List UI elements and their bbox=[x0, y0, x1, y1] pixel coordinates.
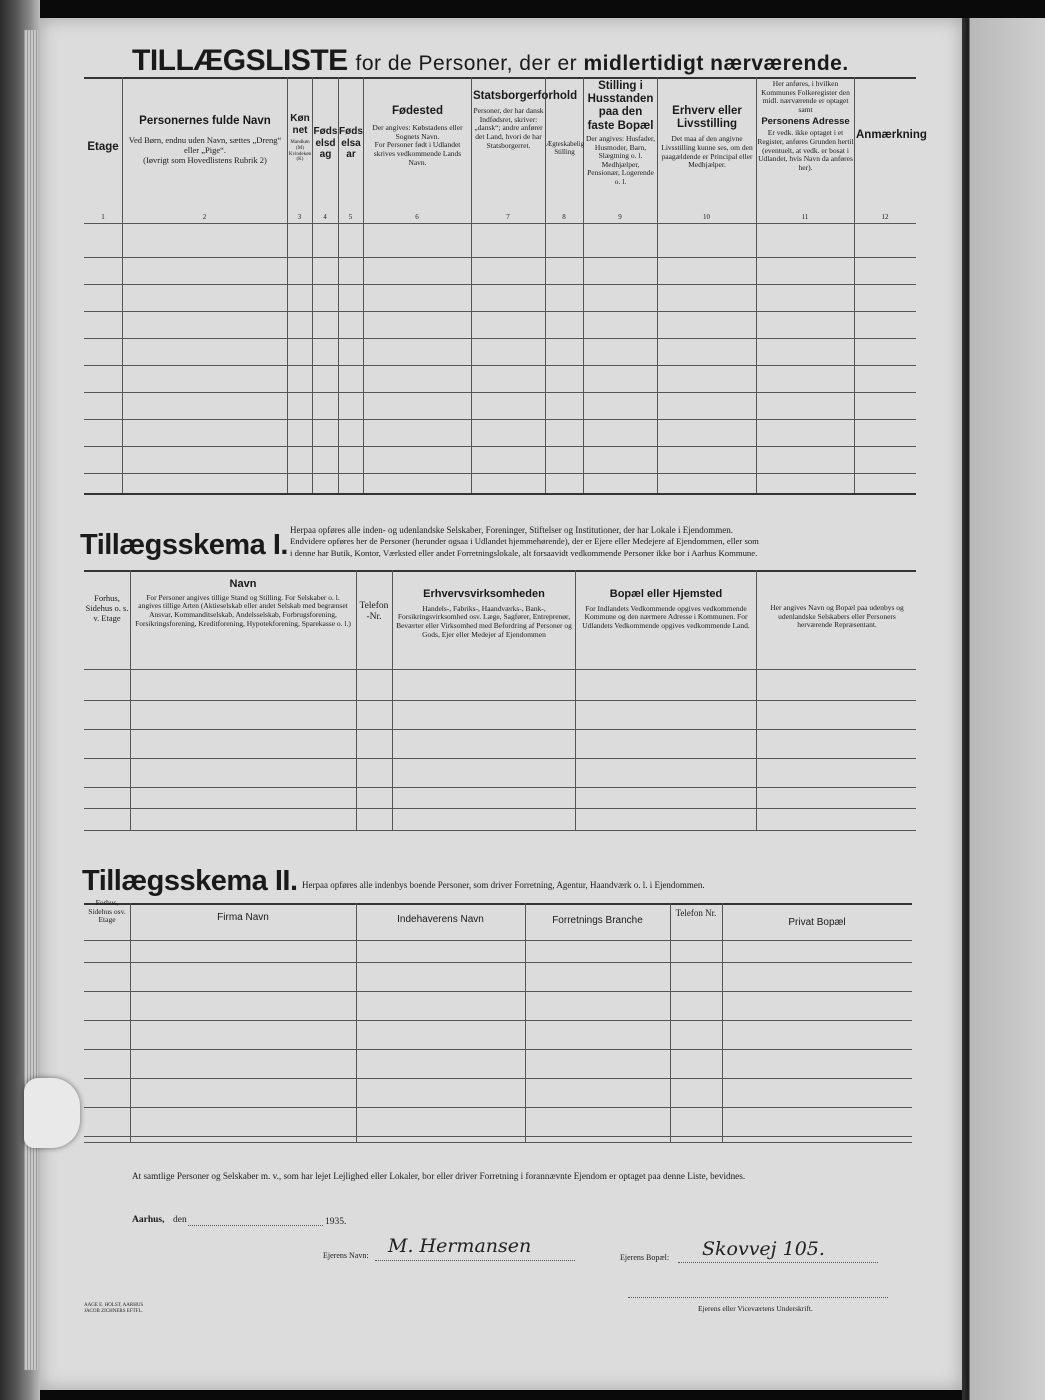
col-birthday-header: Fødselsdag bbox=[313, 126, 338, 160]
owner-address-handwriting: Skovvej 105. bbox=[702, 1238, 825, 1260]
page-title bbox=[132, 44, 849, 78]
skema2-intro: Herpaa opføres alle indenbys boende Personer, som driver Forretning, Agentur, Haandværk o. l. i Ejendommen. bbox=[302, 880, 705, 890]
title-rest-bold: midlertidigt nærværende. bbox=[583, 52, 849, 75]
skema1-intro-line2: Endvidere opføres her de Personer (herunder ogsaa i Udlandet hjemmehørende), der er Ejere eller Medejere af Ejendommen, eller som bbox=[290, 536, 759, 547]
col-name-sub: Ved Børn, endnu uden Navn, sættes „Dreng“ eller „Pige“. (Iøvrigt som Hovedlistens Rubrik 2) bbox=[128, 135, 282, 165]
col-num: 3 bbox=[297, 213, 302, 221]
col-occupation-sub: Det maa af den angivne Livsstilling kunne ses, om den paagældende er Principal eller Medhjælper. bbox=[661, 134, 753, 170]
owner-name-handwriting: M. Hermansen bbox=[388, 1235, 532, 1257]
next-page-edge bbox=[962, 18, 1045, 1400]
col-num: 2 bbox=[202, 213, 207, 221]
owner-address-label: Ejerens Bopæl: bbox=[620, 1253, 670, 1262]
col-marital-header: Ægteskabelig Stilling bbox=[546, 140, 585, 157]
col-sex-sub: Mandkøn (M) Kvindekøn (K) bbox=[288, 140, 312, 163]
year-label: 1935. bbox=[325, 1217, 347, 1227]
declaration-text: At samtlige Personer og Selskaber m. v., som har lejet Lejlighed eller Lokaler, bor eller driver Forretning i forannævnte Ejendom er optaget paa denne Liste, bevidnes. bbox=[132, 1171, 746, 1181]
owner-name-field[interactable] bbox=[375, 1260, 575, 1261]
col-address-header bbox=[757, 80, 854, 173]
title-main: TILLÆGSLISTE bbox=[132, 44, 348, 77]
col-occupation-header bbox=[659, 105, 755, 170]
skema2-col-etage: Forhus, Sidehus osv. Etage bbox=[88, 898, 126, 925]
owner-name-label: Ejerens Navn: bbox=[323, 1251, 369, 1260]
skema2-col-private-address: Privat Bopæl bbox=[788, 917, 846, 928]
col-citizenship-header bbox=[473, 90, 578, 150]
skema1-col-business bbox=[396, 588, 572, 639]
skema1-col-name bbox=[135, 578, 351, 628]
printer-imprint: AAGE E. HOLST, AARHUS JACOB ZICHNERS EFTFL. bbox=[84, 1303, 144, 1314]
col-household-header bbox=[585, 80, 656, 187]
skema2-col-firm: Firma Navn bbox=[217, 912, 269, 923]
skema1-col-phone: Telefon-Nr. bbox=[359, 601, 389, 622]
signature-label: Ejerens eller Viceværtens Underskrift. bbox=[698, 1304, 813, 1313]
col-address-title: Personens Adresse bbox=[761, 115, 850, 127]
col-household-sub: Der angives: Husfader, Husmoder, Barn, Slægtning o. l. Medhjælper, Pensionær, Logerende o. l. bbox=[585, 133, 656, 186]
skema1-col-name-title: Navn bbox=[229, 578, 257, 590]
col-citizenship-title: Statsborgerforhold bbox=[473, 90, 578, 102]
col-citizenship-sub: Personer, der har dansk Indfødsret, skriver: „dansk“; andre anfører det Land, hvori de har Statsborgerret. bbox=[473, 106, 544, 150]
skema1-col-etage: Forhus, Sidehus o. s. v. Etage bbox=[85, 593, 129, 623]
skema2-title: Tillægsskema II. bbox=[82, 865, 298, 897]
skema1-intro-line3: i denne har Butik, Kontor, Værksted eller andet Forretningslokale, alt forsaavidt vedkommende Personer ikke bor i Aarhus Kommune. bbox=[290, 547, 758, 558]
skema1-col-residence-title: Bopæl eller Hjemsted bbox=[609, 588, 723, 600]
col-name-header bbox=[124, 115, 286, 166]
book-spine bbox=[0, 0, 40, 1400]
col-address-sub-top: Her anføres, i hvilken Kommunes Folkeregister den midl. nærværende er optaget samt bbox=[761, 79, 850, 114]
col-occupation-title: Erhverv eller Livsstilling bbox=[672, 105, 742, 131]
col-sex-header bbox=[288, 113, 312, 163]
col-num: 8 bbox=[562, 213, 566, 221]
skema1-col-name-sub: For Personer angives tillige Stand og Stilling. For Selskaber o. l. angives tillige Arten (Aktieselskab eller andet Selskab med begrænset Ansvar, Kommanditselskab, Andelsselskab, Forbrugsforening, Forsikringsforening, Kreditforening, Hypotekforening, Sparekasse o. l.) bbox=[135, 592, 351, 628]
col-num: 6 bbox=[415, 213, 419, 221]
col-num: 5 bbox=[348, 213, 353, 221]
col-remarks-header: Anmærkning bbox=[856, 129, 927, 141]
col-num: 1 bbox=[101, 213, 105, 221]
col-num: 7 bbox=[506, 213, 510, 221]
skema2-col-branch: Forretnings Branche bbox=[552, 915, 643, 926]
paper-clip bbox=[24, 1078, 80, 1148]
title-rest-prefix: for de Personer, der er bbox=[355, 52, 578, 75]
col-household-title: Stilling i Husstanden paa den faste Bopæl bbox=[587, 80, 654, 132]
den-label: den bbox=[173, 1215, 187, 1225]
col-sex-title: Kønnet bbox=[290, 113, 310, 136]
skema1-col-residence-sub: For Indlandets Vedkommende opgives vedkommende Kommune og den nærmere Adresse i Kommunen. For Udlandets Vedkommende opgives vedkommende Land. bbox=[582, 603, 750, 630]
col-birthyear-header: Fødselsaar bbox=[339, 126, 363, 160]
signature-field[interactable] bbox=[628, 1297, 888, 1298]
col-num: 11 bbox=[801, 213, 809, 221]
form-page bbox=[40, 18, 962, 1390]
skema2-col-phone: Telefon Nr. bbox=[675, 908, 717, 918]
col-birthplace-title: Fødested bbox=[391, 105, 444, 117]
col-birthplace-header bbox=[366, 105, 469, 167]
col-num: 9 bbox=[618, 213, 622, 221]
skema2-col-owner: Indehaverens Navn bbox=[397, 914, 484, 925]
skema1-title: Tillægsskema I. bbox=[80, 529, 288, 561]
date-field[interactable] bbox=[188, 1225, 323, 1226]
col-address-sub: Er vedk. ikke optaget i et Register, anføres Grunden hertil (eventuelt, at vedk. er bosat i Udlandet, hvis Navn da anføres her). bbox=[757, 128, 854, 172]
place-label: Aarhus, bbox=[132, 1215, 165, 1225]
skema1-col-business-sub: Handels-, Fabriks-, Haandværks-, Bank-, Forsikringsvirksomhed osv. Læge, Sagfører, Entreprenør, Beværter eller Virksomhed med Befordring af Personer og Gods, Ejer eller Medejer af Ejendommen bbox=[396, 603, 572, 639]
col-birthplace-sub: Der angives: Købstadens eller Sognets Navn. For Personer født i Udlandet skrives vedkommende Lands Navn. bbox=[372, 123, 463, 167]
col-num: 4 bbox=[323, 213, 327, 221]
owner-address-field[interactable] bbox=[678, 1262, 878, 1263]
skema1-intro-line1: Herpaa opføres alle inden- og udenlandske Selskaber, Foreninger, Stiftelser og Institutioner, der har Lokale i Ejendommen. bbox=[290, 525, 734, 535]
col-etage-header: Etage bbox=[87, 141, 119, 153]
skema1-col-representative: Her angives Navn og Bopæl paa udenbys og udenlandske Selskabers eller Personers herværende Repræsentant. bbox=[770, 603, 904, 630]
col-num: 12 bbox=[881, 213, 889, 221]
col-name-title: Personernes fulde Navn bbox=[139, 115, 271, 127]
skema1-intro bbox=[290, 524, 920, 560]
col-num: 10 bbox=[703, 213, 710, 221]
skema1-col-business-title: Erhvervsvirksomheden bbox=[423, 588, 545, 600]
skema1-col-residence bbox=[580, 588, 752, 631]
